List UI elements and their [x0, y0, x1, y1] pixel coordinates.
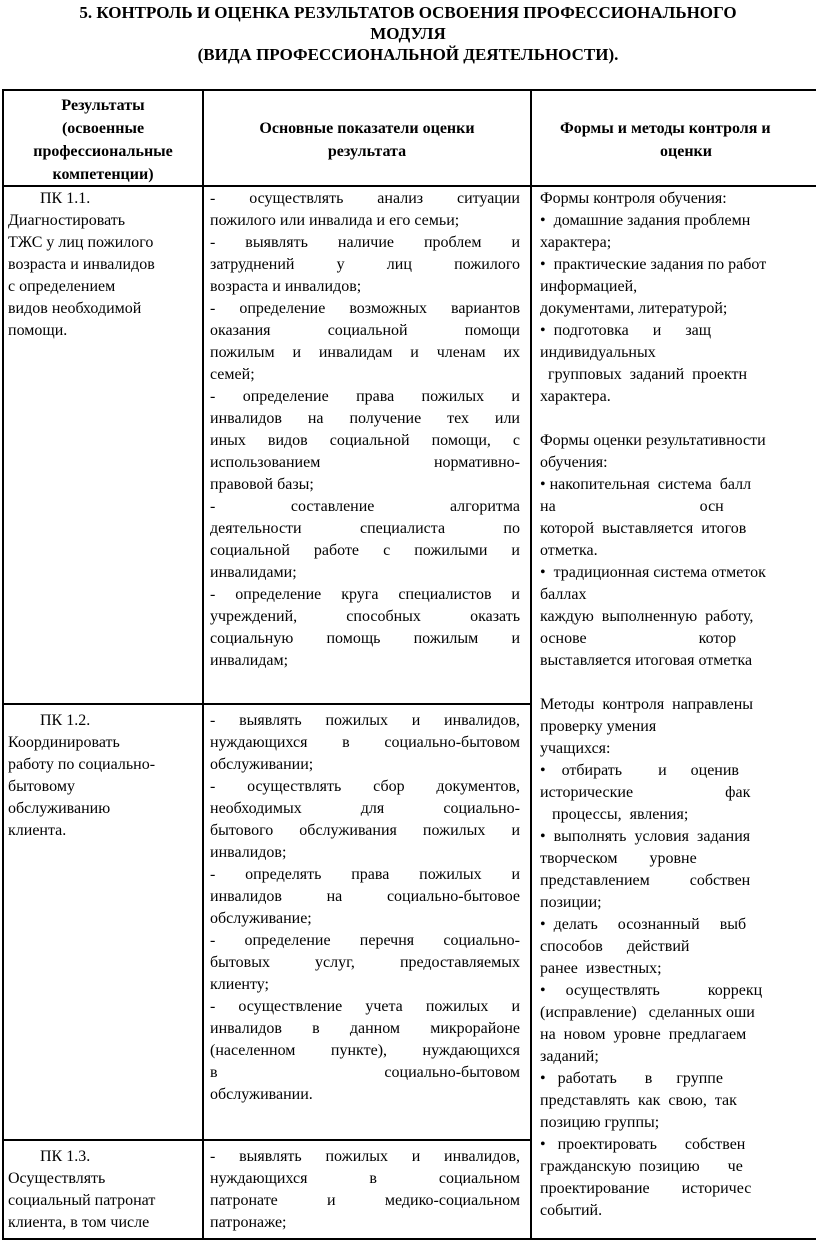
- title-line-2: МОДУЛЯ: [370, 24, 446, 43]
- title-line-3: (ВИДА ПРОФЕССИОНАЛЬНОЙ ДЕЯТЕЛЬНОСТИ).: [197, 45, 619, 64]
- forms-line: Формы оценки результативности: [540, 432, 766, 449]
- competence-code: ПК 1.3.: [40, 1148, 91, 1165]
- indicator-item: - выявлять пожилых и инвалидов, нуждающихся в социально-бытовом обслуживании;: [210, 712, 520, 773]
- blank-line: [540, 408, 816, 430]
- forms-line: • выполнять условия задания: [540, 828, 751, 845]
- forms-line: • традиционная система отметок: [540, 564, 766, 581]
- page-title: [0, 2, 816, 65]
- competence-code: ПК 1.2.: [40, 712, 91, 729]
- forms-methods-column: [540, 188, 816, 1236]
- competence-pk-1-3: ПК 1.3. Осуществлять социальный патронат клиента, в том числе: [8, 1146, 200, 1238]
- forms-line: представлением собствен: [540, 872, 751, 889]
- forms-line: отметка.: [540, 542, 598, 559]
- forms-line: на осн: [540, 498, 724, 515]
- forms-line: • накопительная система балл: [540, 476, 752, 493]
- forms-line: основе котор: [540, 630, 737, 647]
- indicators-pk-1-1: [210, 188, 520, 702]
- forms-line: • отбирать и оценив: [540, 762, 739, 779]
- indicator-item: - определять права пожилых и инвалидов на социально-бытовое обслуживание;: [210, 866, 520, 927]
- blank-line: [540, 672, 816, 694]
- forms-line: документами, литературой;: [540, 300, 728, 317]
- indicator-item: - выявлять пожилых и инвалидов, нуждающихся в социальном патронате и медико-социальном патронаже;: [210, 1148, 520, 1231]
- indicator-item: - определение права пожилых и инвалидов на получение тех или иных видов социальной помощи, с использованием нормативно- правовой базы;: [210, 388, 520, 493]
- forms-line: творческом уровне: [540, 850, 697, 867]
- forms-line: • практические задания по работ: [540, 256, 767, 273]
- forms-line: позиции;: [540, 894, 602, 911]
- table-border-top: [2, 89, 816, 91]
- indicator-item: - составление алгоритма деятельности специалиста по социальной работе с пожилыми и инвалидами;: [210, 498, 520, 581]
- forms-line: Формы контроля обучения:: [540, 190, 727, 207]
- row1-divider-left: [2, 703, 532, 705]
- forms-line: • подготовка и защ: [540, 322, 712, 339]
- forms-line: гражданскую позицию че: [540, 1158, 743, 1175]
- forms-line: событий.: [540, 1202, 603, 1219]
- indicators-pk-1-2: [210, 710, 520, 1138]
- forms-line: проектирование историчес: [540, 1180, 752, 1197]
- title-line-1: 5. КОНТРОЛЬ И ОЦЕНКА РЕЗУЛЬТАТОВ ОСВОЕНИЯ ПРОФЕССИОНАЛЬНОГО: [79, 3, 737, 22]
- forms-line: групповых заданий проектн: [540, 366, 748, 383]
- forms-line: • осуществлять коррекц: [540, 982, 763, 999]
- forms-line: представлять как свою, так: [540, 1092, 737, 1109]
- forms-line: ранее известных;: [540, 960, 662, 977]
- indicator-item: - осуществлять анализ ситуации пожилого или инвалида и его семьи;: [210, 190, 520, 229]
- forms-line: на новом уровне предлагаем: [540, 1026, 747, 1043]
- forms-line: позицию группы;: [540, 1114, 660, 1131]
- header-divider: [2, 185, 816, 187]
- indicator-item: - осуществлять сбор документов, необходимых для социально- бытового обслуживания пожилых и инвалидов;: [210, 778, 520, 861]
- indicator-item: - осуществление учета пожилых и инвалидов в данном микрорайоне (населенном пункте), нуждающихся в социально-бытовом обслуживании.: [210, 998, 520, 1103]
- forms-line: которой выставляется итогов: [540, 520, 747, 537]
- header-indicators: Основные показатели оценки результата: [259, 120, 475, 160]
- header-results: Результаты (освоенные профессиональные компетенции): [33, 97, 173, 183]
- indicator-item: - определение круга специалистов и учреждений, способных оказать социальную помощь пожилым и инвалидам;: [210, 586, 520, 669]
- forms-line: (исправление) сделанных оши: [540, 1004, 755, 1021]
- forms-line: способов действий: [540, 938, 690, 955]
- column-divider-2: [530, 89, 532, 1240]
- forms-line: • работать в группе: [540, 1070, 723, 1087]
- forms-line: • делать осознанный выб: [540, 916, 747, 933]
- competence-code: ПК 1.1.: [40, 190, 91, 207]
- forms-line: характера;: [540, 234, 612, 251]
- indicator-item: - выявлять наличие проблем и затруднений у лиц пожилого возраста и инвалидов;: [210, 234, 520, 295]
- forms-line: заданий;: [540, 1048, 599, 1065]
- indicators-pk-1-3: [210, 1146, 520, 1238]
- column-divider-1: [202, 89, 204, 1240]
- forms-line: процессы, явления;: [540, 806, 689, 823]
- forms-line: индивидуальных: [540, 344, 656, 361]
- forms-line: проверку умения: [540, 718, 657, 735]
- forms-line: исторические фак: [540, 784, 751, 801]
- forms-line: характера.: [540, 388, 611, 405]
- forms-line: обучения:: [540, 454, 608, 471]
- forms-line: каждую выполненную работу,: [540, 608, 754, 625]
- forms-line: Методы контроля направлены: [540, 696, 754, 713]
- forms-line: баллах: [540, 586, 587, 603]
- indicator-item: - определение перечня социально- бытовых услуг, предоставляемых клиенту;: [210, 932, 520, 993]
- competence-pk-1-1: ПК 1.1. Диагностировать ТЖС у лиц пожилого возраста и инвалидов с определением видов необходимой помощи.: [8, 188, 200, 698]
- row2-divider-left: [2, 1139, 532, 1141]
- forms-line: учащихся:: [540, 740, 611, 757]
- forms-line: • проектировать собствен: [540, 1136, 746, 1153]
- forms-line: • домашние задания проблемн: [540, 212, 751, 229]
- header-forms-methods: Формы и методы контроля и оценки: [560, 120, 771, 160]
- indicator-item: - определение возможных вариантов оказания социальной помощи пожилым и инвалидам и членам их семей;: [210, 300, 520, 383]
- forms-line: выставляется итоговая отметка: [540, 652, 753, 669]
- competence-pk-1-2: ПК 1.2. Координировать работу по социально- бытовому обслуживанию клиента.: [8, 710, 200, 1130]
- table-border-left: [2, 89, 4, 1240]
- forms-line: информацией,: [540, 278, 638, 295]
